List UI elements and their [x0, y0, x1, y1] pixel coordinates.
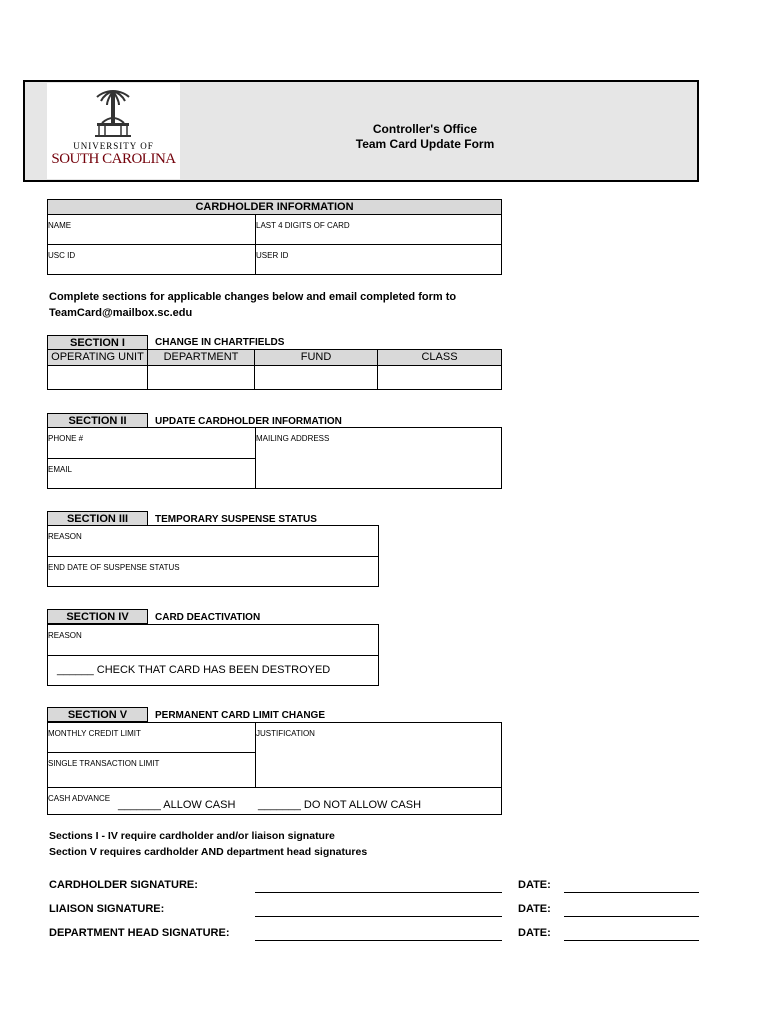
- office-name: Controller's Office: [372, 122, 478, 136]
- phone-field[interactable]: [47, 427, 256, 459]
- dept-head-date-line[interactable]: [564, 940, 699, 941]
- section3-tag: SECTION III: [47, 511, 148, 526]
- section2-tag: SECTION II: [47, 413, 148, 428]
- userid-field[interactable]: [255, 244, 502, 275]
- notes-line1: Sections I - IV require cardholder and/or liaison signature: [49, 830, 335, 842]
- userid-label: USER ID: [256, 251, 289, 260]
- university-of-text: UNIVERSITY OF: [73, 141, 154, 151]
- south-carolina-text: SOUTH CAROLINA: [51, 151, 176, 167]
- page-title: [300, 122, 550, 152]
- cardholder-heading: CARDHOLDER INFORMATION: [47, 199, 502, 215]
- section2-title: UPDATE CARDHOLDER INFORMATION: [155, 416, 342, 427]
- instructions-email: TeamCard@mailbox.sc.edu: [49, 307, 193, 319]
- justification-field[interactable]: [255, 722, 502, 788]
- email-field[interactable]: [47, 458, 256, 489]
- usc-logo: [47, 83, 180, 179]
- justification-label: JUSTIFICATION: [256, 729, 315, 738]
- section1-title: CHANGE IN CHARTFIELDS: [155, 337, 285, 348]
- cardholder-date-line[interactable]: [564, 892, 699, 893]
- email-label: EMAIL: [48, 465, 73, 474]
- dept-head-date-label: DATE:: [518, 927, 551, 939]
- instructions: [49, 289, 509, 321]
- mailing-address-field[interactable]: [255, 427, 502, 489]
- section4-title: CARD DEACTIVATION: [155, 612, 261, 623]
- cash-advance-label: CASH ADVANCE: [48, 794, 111, 803]
- dept-head-signature-line[interactable]: [255, 940, 502, 941]
- name-field[interactable]: [47, 214, 256, 245]
- disallow-cash-option[interactable]: _______ DO NOT ALLOW CASH: [258, 799, 422, 811]
- form-title: Team Card Update Form: [355, 137, 495, 151]
- liaison-date-line[interactable]: [564, 916, 699, 917]
- col-class: CLASS: [377, 349, 502, 366]
- card-destroyed-text: ______ CHECK THAT CARD HAS BEEN DESTROYED: [57, 664, 331, 676]
- cardholder-signature-line[interactable]: [255, 892, 502, 893]
- deactivation-reason-field[interactable]: [47, 624, 379, 656]
- section3-title: TEMPORARY SUSPENSE STATUS: [155, 514, 317, 525]
- instructions-line1: Complete sections for applicable changes below and email completed form to: [49, 291, 457, 303]
- cash-advance-field: [47, 787, 502, 815]
- phone-label: PHONE #: [48, 434, 84, 443]
- department-input[interactable]: [147, 365, 255, 390]
- section5-title: PERMANENT CARD LIMIT CHANGE: [155, 710, 325, 721]
- liaison-signature-label: LIAISON SIGNATURE:: [49, 903, 165, 915]
- name-label: NAME: [48, 221, 72, 230]
- dept-head-signature-label: DEPARTMENT HEAD SIGNATURE:: [49, 927, 230, 939]
- col-operating-unit: OPERATING UNIT: [47, 349, 148, 366]
- section5-tag: SECTION V: [47, 707, 148, 722]
- single-transaction-label: SINGLE TRANSACTION LIMIT: [48, 759, 160, 768]
- mailing-label: MAILING ADDRESS: [256, 434, 330, 443]
- col-fund: FUND: [254, 349, 378, 366]
- last4-label: LAST 4 DIGITS OF CARD: [256, 221, 350, 230]
- suspense-reason-field[interactable]: [47, 525, 379, 557]
- single-transaction-limit-field[interactable]: [47, 752, 256, 788]
- liaison-signature-line[interactable]: [255, 916, 502, 917]
- liaison-date-label: DATE:: [518, 903, 551, 915]
- signature-notes: [49, 828, 509, 860]
- notes-line2: Section V requires cardholder AND department head signatures: [49, 846, 368, 858]
- allow-cash-option[interactable]: _______ ALLOW CASH: [118, 799, 236, 811]
- section4-tag: SECTION IV: [47, 609, 148, 624]
- monthly-credit-limit-label: MONTHLY CREDIT LIMIT: [48, 729, 141, 738]
- suspense-enddate-field[interactable]: [47, 556, 379, 587]
- deactivation-reason-label: REASON: [48, 631, 82, 640]
- suspense-reason-label: REASON: [48, 532, 82, 541]
- last4-field[interactable]: [255, 214, 502, 245]
- uscid-label: USC ID: [48, 251, 76, 260]
- section1-tag: SECTION I: [47, 335, 148, 350]
- class-input[interactable]: [377, 365, 502, 390]
- card-destroyed-check[interactable]: [47, 655, 379, 686]
- col-department: DEPARTMENT: [147, 349, 255, 366]
- uscid-field[interactable]: [47, 244, 256, 275]
- suspense-enddate-label: END DATE OF SUSPENSE STATUS: [48, 563, 180, 572]
- cardholder-signature-label: CARDHOLDER SIGNATURE:: [49, 879, 198, 891]
- cardholder-date-label: DATE:: [518, 879, 551, 891]
- fund-input[interactable]: [254, 365, 378, 390]
- operating-unit-input[interactable]: [47, 365, 148, 390]
- monthly-credit-limit-field[interactable]: [47, 722, 256, 753]
